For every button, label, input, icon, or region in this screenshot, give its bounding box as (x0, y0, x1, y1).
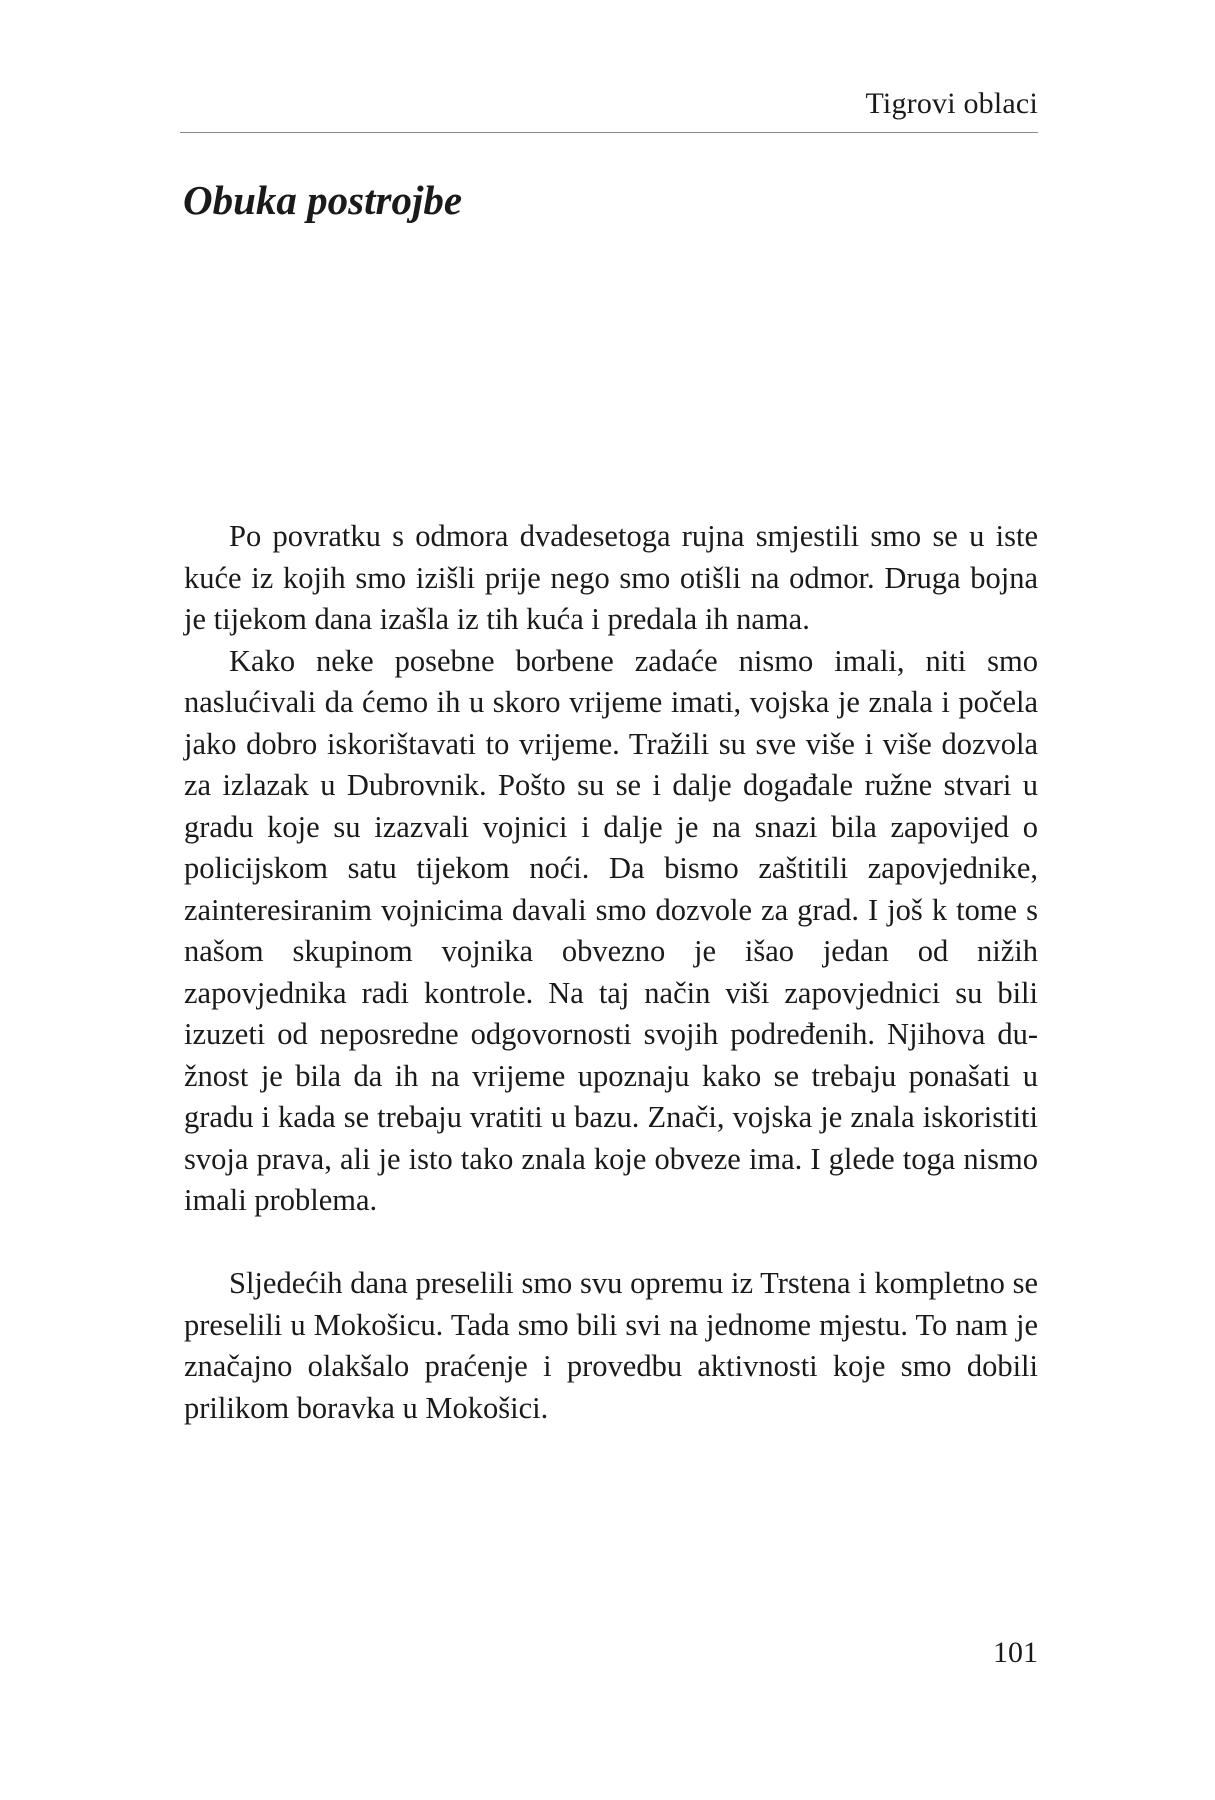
paragraph: Kako neke posebne borbene zadaće nismo imali, niti smo naslućivali da ćemo ih u skoro vrijeme imati, vojska je znala i počela jako dobro iskorištavati to vrijeme. Tražili su sve više i više dozvola za izlazak u Dubrovnik. Pošto su se i dalje događale ružne stvari u gradu koje su izazvali vojnici i dalje je na snazi bila zapovijed o policijskom satu tijekom noći. Da bismo zaštitili zapovjednike, zainteresiranim vojnicima davali smo dozvole za grad. I još k tome s našom skupinom vojnika obvezno je išao jedan od nižih zapovjednika radi kontrole. Na taj način viši zapovjednici su bili izuzeti od neposredne odgovornosti svojih podređenih. Njihova dužnost je bila da ih na vrijeme upoznaju kako se trebaju ponašati u gradu i kada se trebaju vratiti u bazu. Znači, vojska je znala iskoristiti svoja prava, ali je isto tako znala koje obveze ima. I glede toga nismo imali problema. (184, 643, 1038, 1217)
paragraph: Sljedećih dana preselili smo svu opremu iz Trstena i kompletno se preselili u Mokošicu. Tada smo bili svi na jednome mjestu. To nam je značajno olakšalo praćenje i provedbu aktivnosti koje smo dobili prilikom boravka u Mokošici. (184, 1266, 1038, 1425)
body-text (184, 516, 1038, 1429)
paragraph: Po povratku s odmora dvadesetoga rujna smjestili smo se u iste kuće iz kojih smo izišli prije nego smo otišli na odmor. Druga bojna je tijekom dana izašla iz tih kuća i predala ih nama. (184, 519, 1038, 636)
chapter-title: Obuka postrojbe (183, 177, 463, 223)
page-number: 101 (993, 1636, 1038, 1669)
header-rule (180, 132, 1038, 133)
running-header: Tigrovi oblaci (865, 87, 1038, 120)
